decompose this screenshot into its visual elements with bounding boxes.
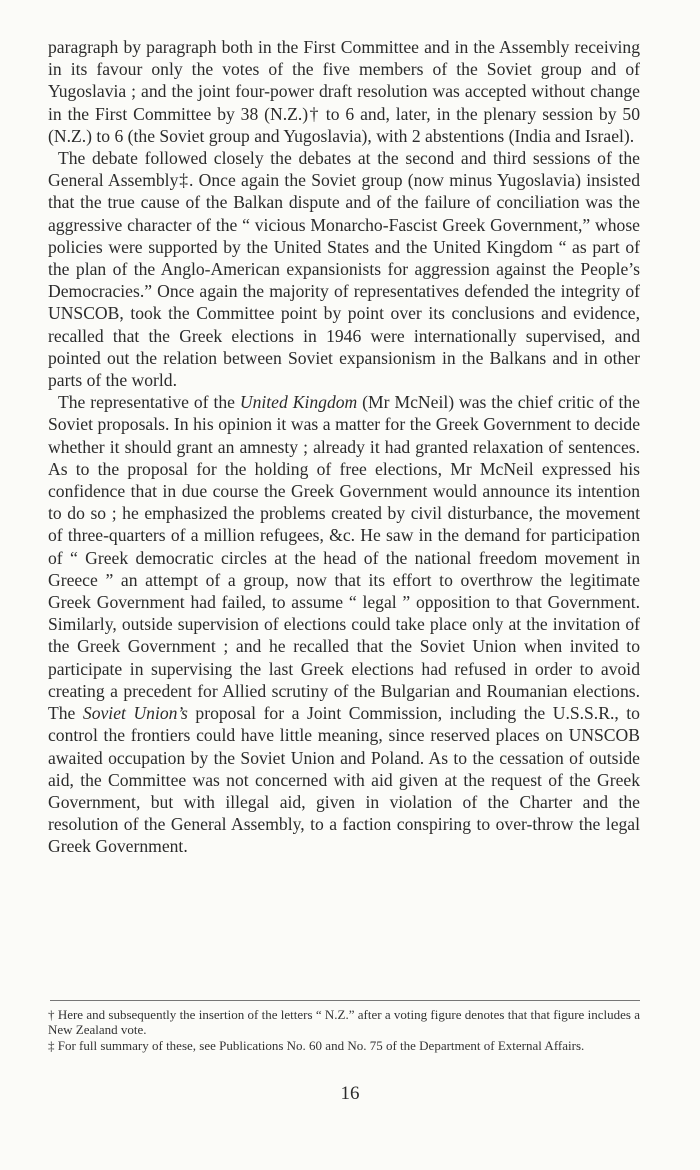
footnote-divider [50,1000,640,1001]
text-run: (Mr McNeil) was the chief critic of the Soviet proposals. In his opinion it was a matter for the Greek Government to decide whether it should grant an amnesty ; already it had granted relaxation of sentences. As to the proposal for the holding of free elections, Mr McNeil expressed his confidence that in due course the Greek Government would announce its intention to do so ; he emphasized the problems created by civil disturbance, the movement of three-quarters of a million refugees, &c. He saw in the demand for participation of “ Greek democratic circles at the head of the national freedom movement in Greece ” an attempt of a group, now that its effort to overthrow the legitimate Greek Government had failed, to assume “ legal ” opposition to that Government. Similarly, outside supervision of elections could take place only at the invitation of the Greek Government ; and he recalled that the Soviet Union when invited to participate in supervising the last Greek elections had refused in order to avoid creating a precedent for Allied scrutiny of the Bulgarian and Roumanian elections. The [48,392,640,724]
footnotes [48,1007,640,1053]
page-number: 16 [340,1083,360,1104]
text-run: paragraph by paragraph both in the First Committee and in the Assembly receiving in its favour only the votes of the five members of the Soviet group and of Yugoslavia ; and the joint four-power draft resolution was accepted without change in the First Committee by 38 (N.Z.)† to 6 and, later, in the plenary session by 50 (N.Z.) to 6 (the Soviet group and Yugoslavia), with 2 abstentions (India and Israel). [48,37,640,146]
italic-text: Soviet Union’s [82,703,188,724]
footnote: † Here and subsequently the insertion of the letters “ N.Z.” after a voting figure denotes that that figure includes a New Zealand vote. [48,1007,640,1038]
text-run: The representative of the [58,392,240,413]
italic-text: United Kingdom [239,392,358,413]
paragraph [48,391,640,857]
body-text [48,36,640,858]
paragraph [48,147,640,391]
text-run: proposal for a Joint Commission, including the U.S.S.R., to control the frontiers could have little meaning, since reserved places on UNSCOB awaited occupation by the Soviet Union and Poland. As to the cessation of outside aid, the Committee was not concerned with aid given at the request of the Greek Government, but with illegal aid, given in violation of the Charter and the resolution of the General Assembly, to a faction conspiring to over-throw the legal Greek Government. [48,703,640,857]
footnote: ‡ For full summary of these, see Publications No. 60 and No. 75 of the Department of External Affairs. [48,1037,585,1053]
text-run: The debate followed closely the debates at the second and third sessions of the General Assembly‡. Once again the Soviet group (now minus Yugoslavia) insisted that the true cause of the Balkan dispute and of the failure of conciliation was the aggressive character of the “ vicious Monarcho-Fascist Greek Government,” whose policies were supported by the United States and the United Kingdom “ as part of the plan of the Anglo-American expansionists for aggression against the People’s Democracies.” Once again the majority of representatives defended the integrity of UNSCOB, took the Committee point by point over its conclusions and evidence, recalled that the Greek elections in 1946 were internationally supervised, and pointed out the relation between Soviet expansionism in the Balkans and in other parts of the world. [48,148,640,391]
paragraph [48,36,640,147]
